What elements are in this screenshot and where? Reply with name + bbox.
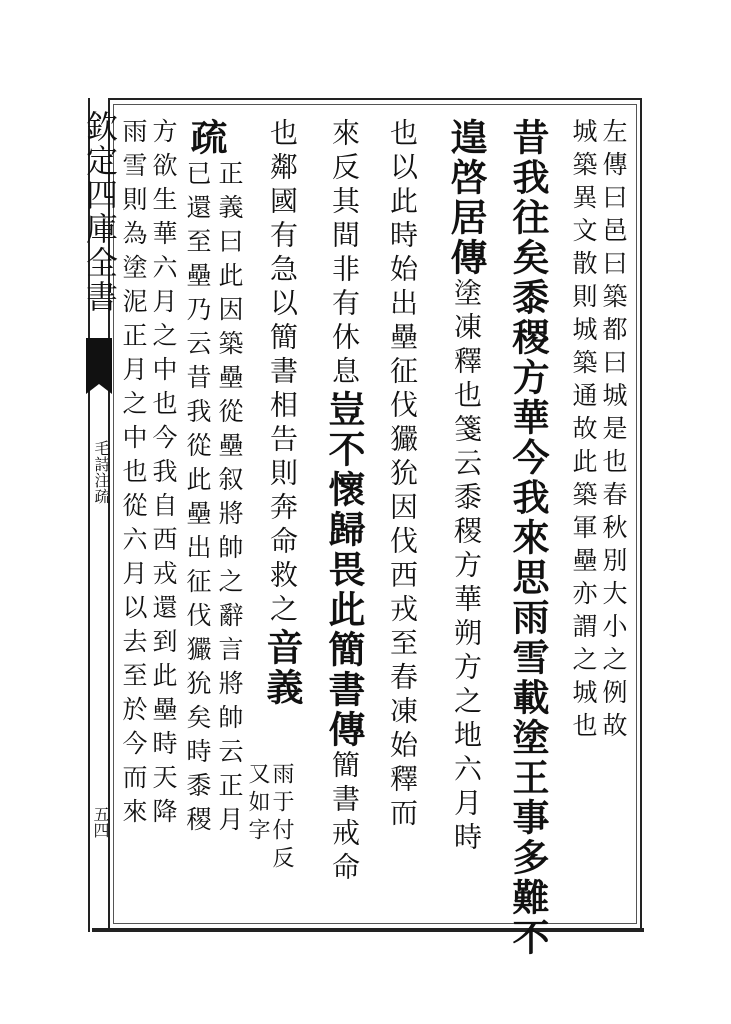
margin-page-number: 五四 [91,806,110,838]
text-column-7 [262,118,302,708]
text-column-3: 昔我往矣黍稷方華今我來思雨雪載塗王事多難不 [506,118,550,958]
text-column-9: 方欲生華六月之中也今我自西戎還到此壘時天降 [149,118,178,832]
fishtail-mark [86,338,112,384]
column-4-commentary: 塗凍釋也箋云黍稷方華朔方之地六月時 [450,278,483,856]
column-6-main: 豈不懷歸畏此簡書 [322,390,366,710]
margin-book-title: 欽定四庫全書 [81,110,119,314]
column-7-yinyi: 音義 [260,628,304,708]
text-column-10: 雨雪則為塗泥正月之中也從六月以去至於今而來 [119,118,148,832]
column-7-commentary: 也鄰國有急以簡書相告則奔命救之 [266,118,299,628]
yinyi-note-left: 又如字 [245,762,270,846]
column-6-marker: 傳 [322,710,366,750]
shu-marker: 疏 [184,118,228,158]
bottom-rule [92,928,644,932]
column-4-main: 遑啓居 [444,118,488,238]
text-column-4 [446,118,486,856]
text-column-1: 左傳曰邑曰築都曰城是也春秋別大小之例故 [599,118,628,745]
text-column-5: 也以此時始出壘征伐玁狁因伐西戎至春凍始釋而 [386,118,419,832]
column-6-tail: 簡書戒命 [328,750,361,886]
yinyi-note-right: 雨于付反 [269,762,294,874]
margin-section-title: 毛詩注疏 [92,440,111,504]
text-column-8a: 正義曰此因築壘從壘叙將帥之辭言將帥云正月 [215,160,244,840]
text-column-2: 城築異文散則城築通故此築軍壘亦謂之城也 [569,118,598,745]
text-column-8b: 已還至壘乃云昔我從此壘出征伐玁狁矣時黍稷 [183,160,212,840]
text-column-6 [324,118,364,886]
column-4-marker: 傳 [444,238,488,278]
column-6-commentary: 來反其間非有休息 [328,118,361,390]
